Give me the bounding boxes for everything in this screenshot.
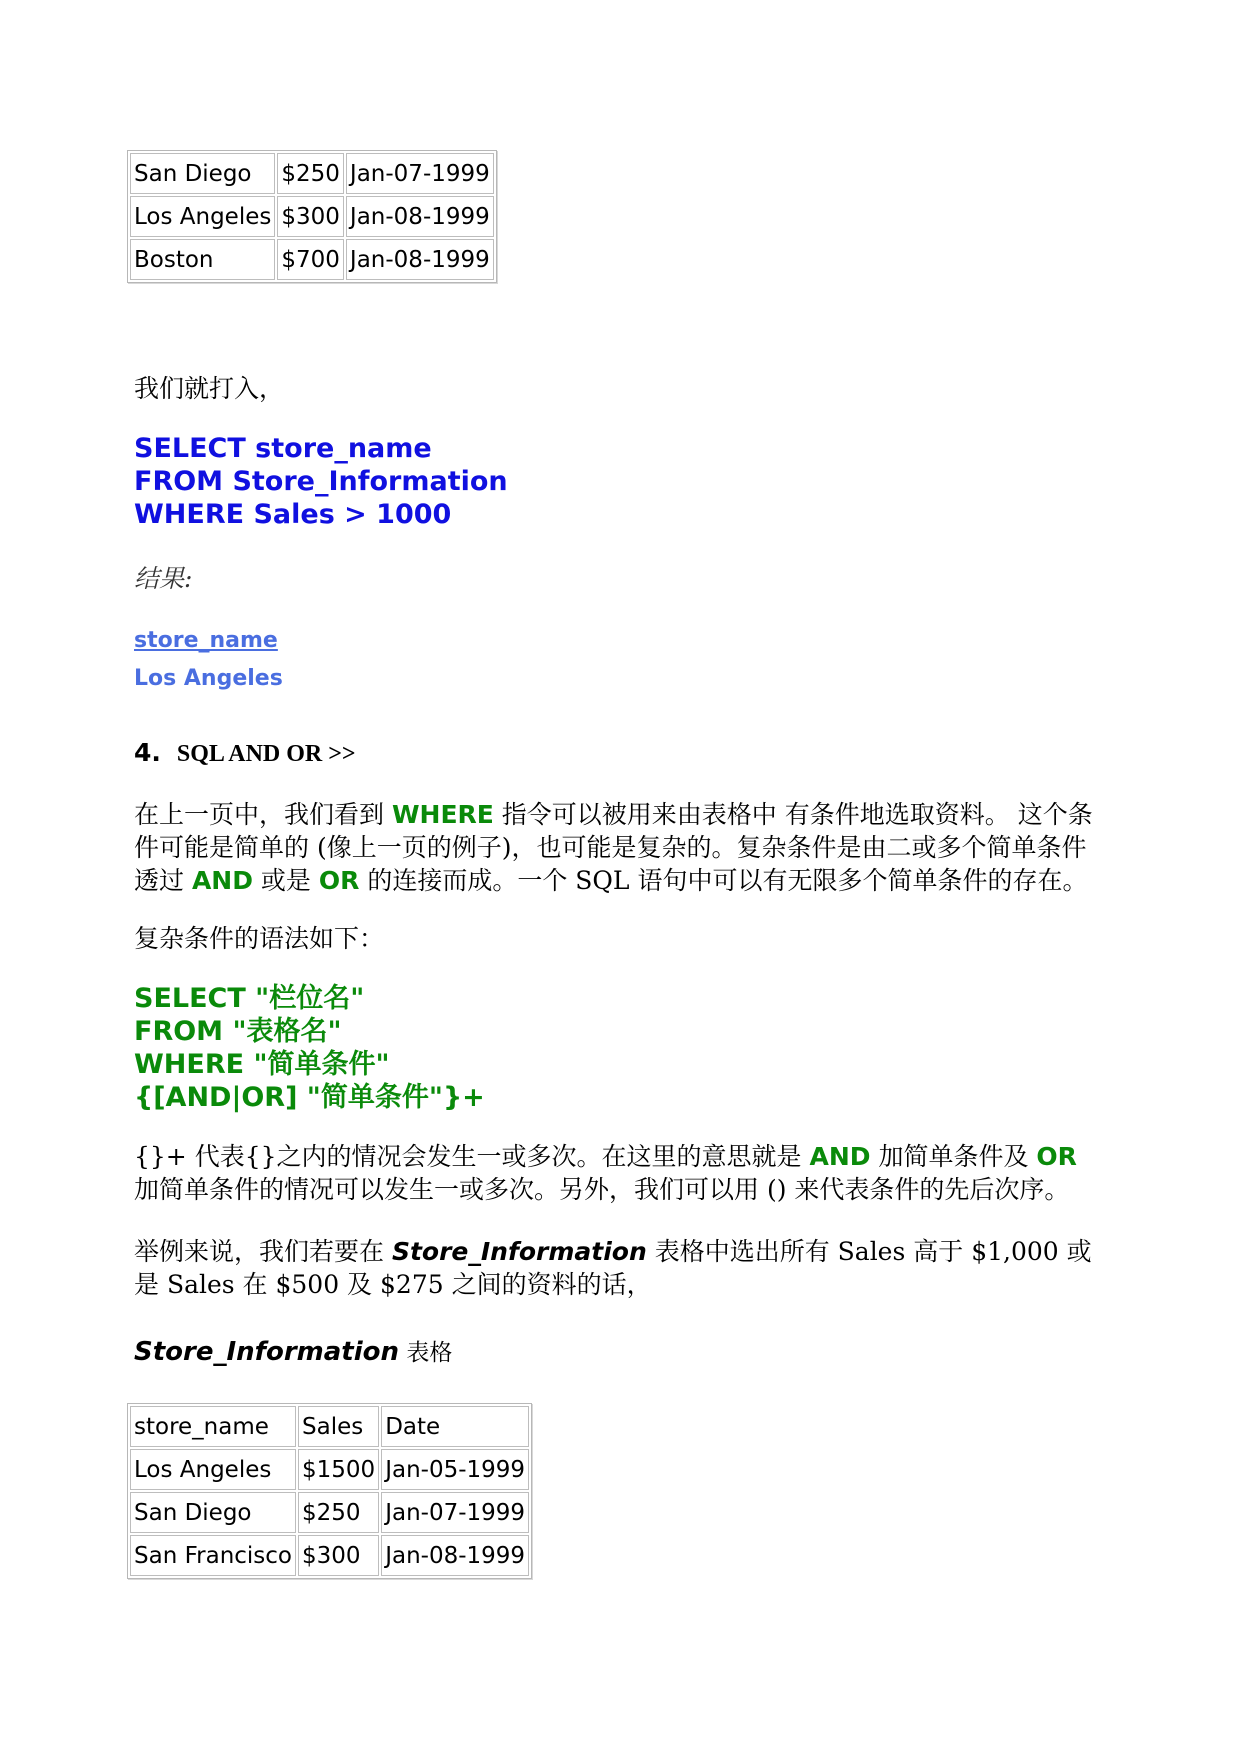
syntax-line: {[AND|OR] "简单条件"}+ [134,1082,485,1113]
result-header: store_name [134,628,278,653]
table-cell: Jan-08-1999 [346,239,494,280]
sales-table-top [127,150,497,283]
table-row [130,1449,529,1490]
keyword: WHERE [391,800,494,829]
result-label: 结果: [134,564,193,593]
caption-name: Store_Information [134,1337,400,1367]
result-value: Los Angeles [134,666,283,691]
table-row [130,1535,529,1576]
table-cell: Jan-07-1999 [346,153,494,194]
table-cell: $250 [277,153,344,194]
text-run: 指令可以被用来由表格中 有条件地选取资料。 这个条件可能是简单的 (像上一页的例子)，也可能是复杂的。复杂条件是由二或多个简单条件透过 [134,800,1093,895]
table-cell: Jan-07-1999 [381,1492,529,1533]
table-cell: San Diego [130,153,275,194]
table-row [130,153,494,194]
table-row [130,239,494,280]
query-line: SELECT store_name [134,433,432,464]
paragraph-example [134,1235,1094,1301]
syntax-block [134,982,485,1114]
text-run: 表格中选出所有 Sales 高于 $1,000 或是 Sales 在 $500 及 $275 之间的资料的话， [134,1237,1092,1299]
keyword: OR [318,866,360,895]
section-title: SQL AND OR >> [176,741,356,767]
keyword: AND [191,866,253,895]
column-header: store_name [130,1406,296,1447]
query-line: FROM Store_Information [134,466,508,497]
table-cell: Jan-08-1999 [346,196,494,237]
syntax-line: SELECT "栏位名" [134,983,365,1014]
query-block [134,432,508,531]
section-heading [134,738,356,768]
table-cell: $700 [277,239,344,280]
keyword: OR [1036,1142,1077,1171]
store-information-table [127,1403,532,1579]
caption-suffix: 表格 [399,1340,453,1366]
table-row [130,1492,529,1533]
text-run: 或是 [252,866,319,895]
table-caption [134,1334,452,1367]
table-cell: Los Angeles [130,1449,296,1490]
table-cell: $250 [298,1492,379,1533]
table-cell: Boston [130,239,275,280]
table-header-row [130,1406,529,1447]
text-run: 举例来说，我们若要在 [134,1237,392,1266]
table-cell: San Francisco [130,1535,296,1576]
column-header: Sales [298,1406,379,1447]
keyword: AND [809,1142,871,1171]
column-header: Date [381,1406,529,1447]
table-cell: Los Angeles [130,196,275,237]
section-number: 4. [134,738,161,767]
text-run: 在上一页中，我们看到 [134,800,392,829]
text-run: 加简单条件及 [870,1142,1037,1171]
paragraph-where [134,798,1094,897]
table-cell: Jan-05-1999 [381,1449,529,1490]
table-cell: $1500 [298,1449,379,1490]
table-cell: Jan-08-1999 [381,1535,529,1576]
table-name: Store_Information [391,1237,647,1266]
syntax-label: 复杂条件的语法如下： [134,924,385,953]
table-cell: San Diego [130,1492,296,1533]
table-cell: $300 [277,196,344,237]
text-run: 的连接而成。一个 SQL 语句中可以有无限多个简单条件的存在。 [359,866,1088,895]
text-run: {}+ 代表{}之内的情况会发生一或多次。在这里的意思就是 [134,1142,810,1171]
paragraph-syntax-explain [134,1140,1094,1206]
table-cell: $300 [298,1535,379,1576]
table-row [130,196,494,237]
syntax-line: FROM "表格名" [134,1016,342,1047]
syntax-line: WHERE "简单条件" [134,1049,390,1080]
text-run: 加简单条件的情况可以发生一或多次。另外，我们可以用 () 来代表条件的先后次序。 [134,1175,1070,1204]
intro-text: 我们就打入， [134,374,285,403]
query-line: WHERE Sales > 1000 [134,499,452,530]
